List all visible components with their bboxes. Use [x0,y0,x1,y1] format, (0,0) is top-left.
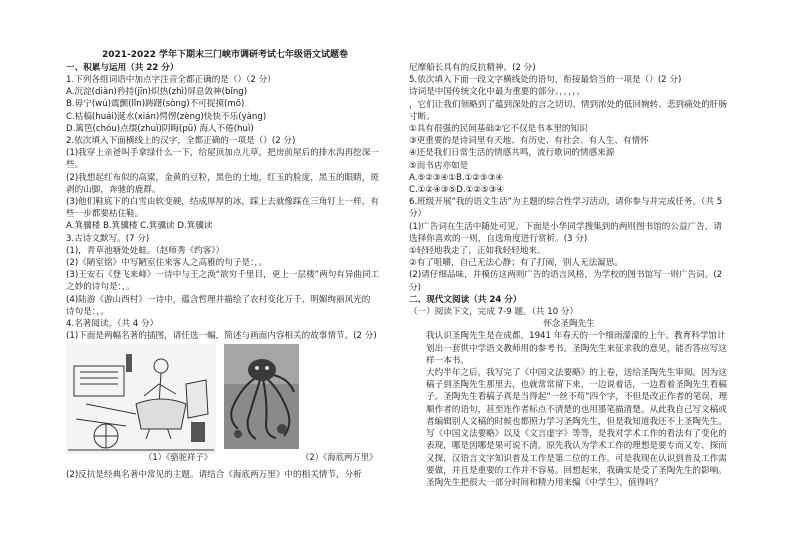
caption-rickshaw-boy: （1）《骆驼祥子》 [144,452,213,463]
question-3-item-1: (1)，青草池塘处处蛙。（赵师秀《约客》） [66,245,225,256]
q4-item-2-cont: 尼摩船长具有的反抗精神。(2 分) [409,63,536,73]
ad-1: ①轻轻地我走了，正如我轻轻地来。 [409,246,546,257]
question-6-item-2: (2)请仔细品味，并模仿这两则广告的语言风格，为学校的图书馆写一则广告词。(2 分) [409,270,723,293]
question-5-choices-3: ④还是我们日常生活的情感共鸣，流行歌词的情感来源 [409,148,615,159]
right-column [409,62,729,489]
left-column [66,49,384,482]
question-5-options-cd: C.①②④③⑤D.①②⑤③④ [409,185,505,196]
option-c: C.枯槁(huái)涎水(xián)愕愣(zèng)快快不乐(yàng) [66,111,267,122]
question-3-item-4-cont: 诗句是：，。 [66,306,109,317]
question-5-passage-1: 诗词是中国传统文化中最为重要的部分。，，，，。 [409,87,586,98]
question-3: 3.古诗文默写。(7 分) [66,233,150,244]
exam-title: 2021-2022 学年下期末三门峡市调研考试七年级语文试题卷 [102,50,348,60]
reading-instruction: （一）阅读下文，完成 7-9 题。（共 10 分） [409,307,579,318]
question-5-choices-2: ③更重要的是诗词里有天地、有历史、有社会、有人生、有情怀 [409,136,649,147]
question-5-passage-2: ，它们让我们领略到了蕴到深处的言之切切、情到浓处的低回婉转、悲到痛处的肝肠寸断。 [409,99,727,122]
article-paragraph-1: 我认识圣陶先生是在成都，1941 年春天的一个细雨濛濛的上午。教育科学馆计划出一套供中学语文教师用的参考书。圣陶先生来征求我的意见，能否答应写这样一本书。 [426,331,727,366]
option-b: B.毋宁(wú)震颤(lǐn)踌躇(sòng)不可捉摸(mō) [66,99,245,110]
question-6-item-1: (1)广告词在生活中随处可见，下面是小华同学搜集到的两则图书馆的公益广告，请选择你喜欢的一则，自选角度进行赏析。(3 分) [409,221,722,244]
question-4-item-1: (1)下面是两幅名著的插图，请任选一幅，简述与画面内容相关的故事情节。(2 分) [66,331,377,342]
question-3-item-3: (3)王安石《登飞来峰》一诗中与王之涣“欲穷千里目，更上一层楼”两句有异曲同工之妙的诗句是：，。 [66,270,380,293]
article-paragraph-3: 写《中国文法要略》以及《文言虚字》等等，是我对学术工作的看法有了变化的表现，哪是因哪是果可说不清。原先我认为学术工作的理想是要专而又专、探而又探，汉语言文字知识普及工作是第二位的工作。可是我现在认识到普及工作需要做，并且是重要的工作并不容易。回想起来，我确实是受了圣陶先生的影响。圣陶先生把很大一部分时间和精力用来编《中学生》，值得吗？ [426,429,727,488]
question-3-item-4: (4)陆游《游山西村》一诗中，蕴含哲理并描绘了农村变化万千、明媚绚丽风光的 [66,294,371,305]
question-5: 5.依次填入下面一段文字横线处的语句，衔接最恰当的一项是（）(2 分) [409,75,682,86]
question-3-item-2: (2)《陋室铭》中写陋室住来客人之高雅的句子是：，。 [66,258,268,269]
article-title: 怀念圣陶先生 [543,319,595,330]
question-2: 2.依次填入下面横线上的汉字，全都正确的一项是（）(2 分) [66,135,296,146]
section-heading: 一、积累与运用（共 22 分） [66,62,179,73]
question-5-options-ab: A.⑤②③④①B.①②⑤③④ [409,172,504,183]
option-d: D.篱笆(chóu)点缀(zhuì)阴晦(pū) 海人不倦(huì) [66,123,254,134]
rickshaw-illustration [66,344,216,454]
illustrations [66,344,384,466]
question-5-choices-4: ⑤而书店亦如是 [409,160,469,171]
question-2-item-2: (2)我想起红布似的高粱，金黄的豆粒，黑色的土地，红玉的脸庞，黑玉的眼睛，斑剥的山脚，奔驰的鹿群。 [66,172,379,195]
question-2-item-1: (1)我穿上亲爸叫手拿绿什么一下，给屋顶加点儿草，把房前屋后的排水沟再挖深一些。 [66,148,379,171]
question-4: 4.名著阅读。（共 4 分） [66,319,159,330]
octopus-illustration [224,344,299,449]
question-6: 6.班级开展“我的语文生活”为主题的综合性学习活动，请你参与并完成任务。（共 5 分） [409,197,723,220]
ad-2: ②有了咀嚼，自己无法心静；有了打闹，别人无法凝思。 [409,258,623,269]
question-1: 1.下列各组词语中加点字注音全都正确的是（）（2 分） [66,74,276,85]
question-4-item-2: (2)反抗是经典名著中常见的主题。请结合《海底两万里》中的相关情节，分析 [66,470,362,481]
question-5-choices-1: ①具有很强的民间基础②它不仅是书本里的知识 [409,124,588,135]
caption-twenty-thousand-leagues: （2）《海底两万里》 [301,452,378,463]
article-paragraph-2: 大约半年之后，我写完了《中国文法要略》的上卷，送给圣陶先生审阅。因为这稿子到圣陶先生那里去，也就常常留下来，一边说着话，一边看着圣陶先生看稿子。圣陶先生看稿子真是当得起“一丝不苟”四个字，不但是改正作者的笔误，理顺作者的语句，甚至连作者标点不清楚的也用墨笔描清楚。从此我自己写文稿或者编辑别人文稿的时候也都照力学习圣陶先生，但是我知道我还不上圣陶先生。 [426,368,728,427]
option-a: A.沉淀(diàn)矜持(jīn)炽热(zhì)屏息敛神(bǐng) [66,87,248,98]
question-2-item-3: (3)他们鞋底下的白雪由软变硬，结成厚厚的冰，踩上去就像踩在三角钉上一样，有些一步都要枯住鞋。 [66,197,379,220]
question-2-options: A.箕骥楼 B.箕骥楼 C.箕骥读 D.箕骥读 [66,221,213,232]
section-2-heading: 二、现代文阅读（共 24 分） [409,294,522,305]
